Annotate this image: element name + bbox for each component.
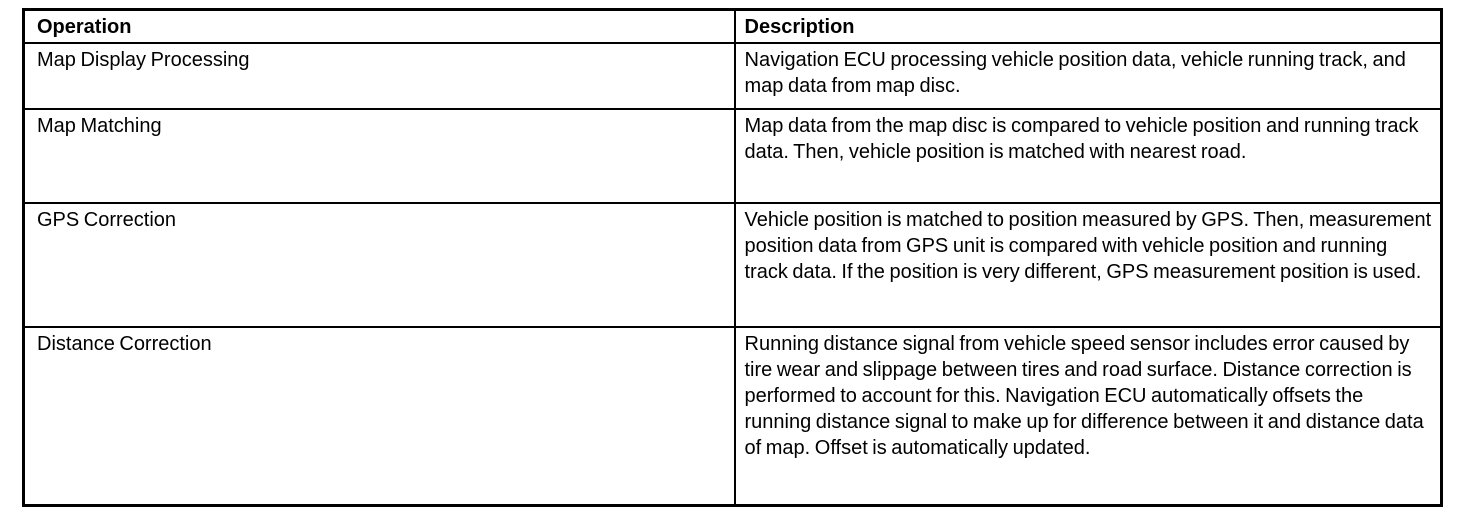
description-cell: Map data from the map disc is compared to vehicle position and running track data. Then, vehicle position is matched with nearest road. [735,109,1442,203]
table-header [24,10,1442,44]
header-operation: Operation [24,10,735,44]
header-description: Description [735,10,1442,44]
operations-table [22,8,1443,507]
operation-cell: Map Matching [24,109,735,203]
operation-cell: Map Display Processing [24,43,735,109]
table-row [24,109,1442,203]
operation-cell: Distance Correction [24,327,735,506]
header-row [24,10,1442,44]
table-row [24,327,1442,506]
description-cell: Vehicle position is matched to position measured by GPS. Then, measurement position data from GPS unit is compared with vehicle position and running track data. If the position is very different, GPS measurement position is used. [735,203,1442,327]
table-row [24,43,1442,109]
description-cell: Navigation ECU processing vehicle position data, vehicle running track, and map data from map disc. [735,43,1442,109]
operation-cell: GPS Correction [24,203,735,327]
table-body [24,43,1442,506]
table-row [24,203,1442,327]
description-cell: Running distance signal from vehicle speed sensor includes error caused by tire wear and slippage between tires and road surface. Distance correction is performed to account for this. Navigation ECU automatically offsets the running distance signal to make up for difference between it and distance data of map. Offset is automatically updated. [735,327,1442,506]
